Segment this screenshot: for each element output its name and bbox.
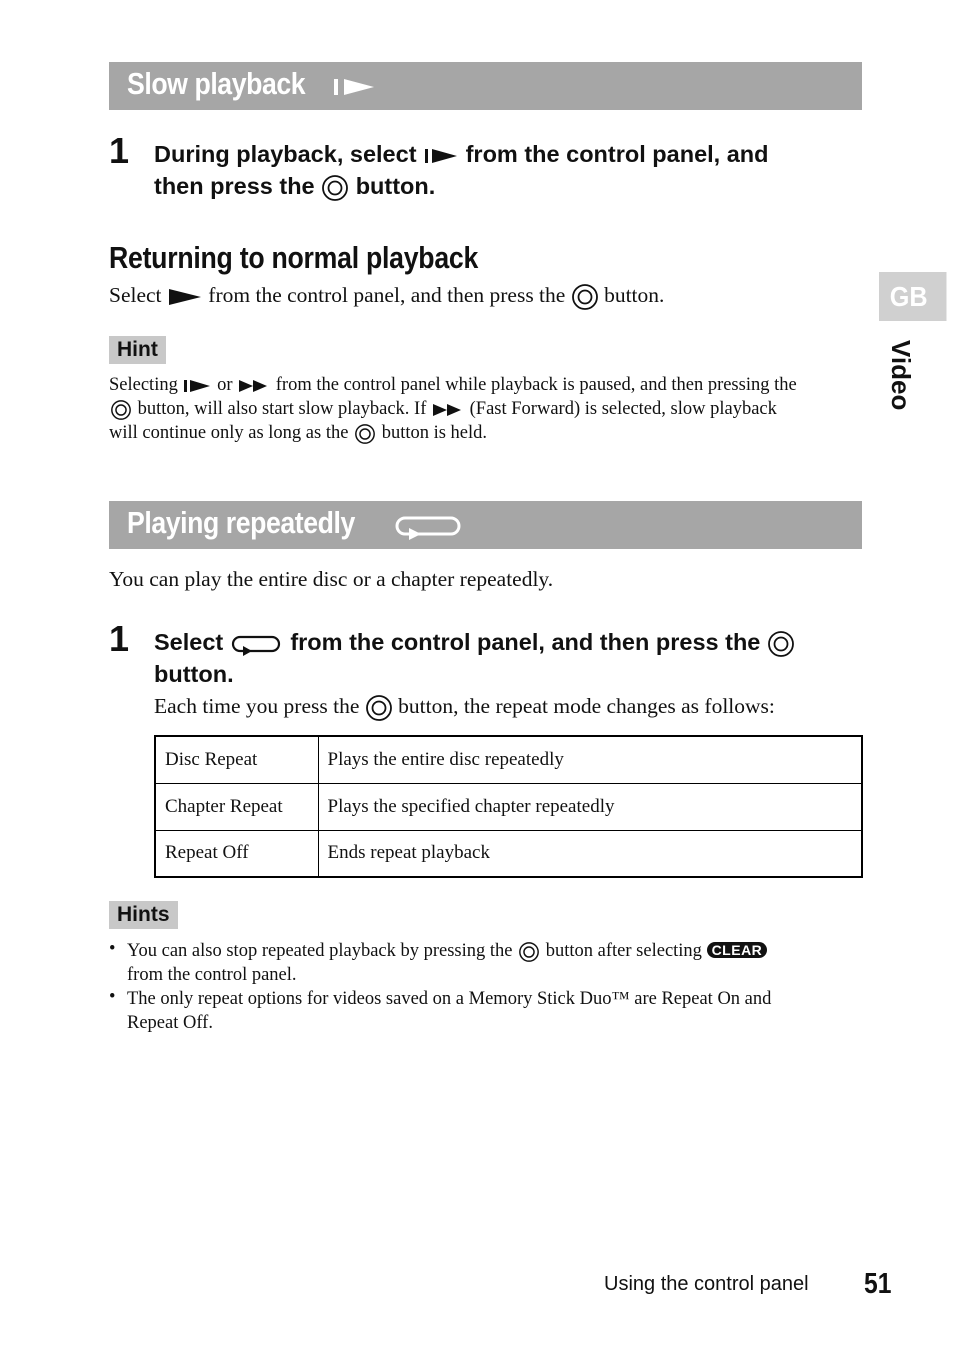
returning-text: Select from the control panel, and then press the button. [109, 282, 664, 311]
enter-button-icon [109, 399, 133, 421]
slow-step-text-line2: then press the button. [154, 170, 435, 202]
hints-bullet-1-line1: You can also stop repeated playback by pressing the button after selecting CLEAR [127, 939, 767, 963]
enter-button-icon [321, 174, 349, 202]
table-cell-desc: Ends repeat playback [318, 830, 862, 877]
table-row [155, 736, 862, 783]
table-cell-desc: Plays the specified chapter repeatedly [318, 783, 862, 830]
repeat-icon [391, 512, 465, 540]
slow-step-number: 1 [109, 130, 130, 171]
repeat-step-text-line1: Select from the control panel, and then press the [154, 626, 795, 658]
repeat-intro: You can play the entire disc or a chapter repeatedly. [109, 567, 554, 591]
section-side-label: Video [886, 340, 916, 411]
hints-bullet-1-line2: from the control panel. [127, 965, 297, 985]
repeat-each-time-text: Each time you press the button, the repeat mode changes as follows: [154, 693, 775, 722]
repeat-modes-table [154, 735, 863, 878]
enter-button-icon [365, 694, 393, 722]
slow-playback-header-bar [109, 62, 862, 110]
hints-label: Hints [109, 901, 178, 929]
language-tab: GB [879, 272, 947, 321]
table-cell-mode: Chapter Repeat [155, 783, 318, 830]
enter-button-icon [517, 941, 541, 963]
enter-button-icon [571, 283, 599, 311]
play-icon [167, 286, 203, 308]
repeat-step-text-line2: button. [154, 661, 234, 687]
page-number: 51 [864, 1268, 892, 1300]
hint-line-2: button, will also start slow playback. If (Fast Forward) is selected, slow playback [109, 397, 777, 421]
hint-label: Hint [109, 336, 166, 364]
footer-section-name: Using the control panel [604, 1273, 809, 1295]
returning-heading: Returning to normal playback [109, 240, 479, 275]
repeat-icon [230, 632, 284, 656]
fast-forward-icon [237, 377, 271, 395]
table-row [155, 783, 862, 830]
table-cell-desc: Plays the entire disc repeatedly [318, 736, 862, 783]
slow-play-icon [423, 145, 459, 167]
hints-bullet-2-line1: The only repeat options for videos saved on a Memory Stick Duo™ are Repeat On and [127, 989, 772, 1009]
repeat-step-number: 1 [109, 618, 130, 659]
playing-repeatedly-header-bar [109, 501, 862, 549]
hint-line-1: Selecting or from the control panel while playback is paused, and then pressing the [109, 375, 797, 395]
slow-play-icon [334, 76, 376, 98]
slow-play-icon [182, 377, 212, 395]
table-row [155, 830, 862, 877]
fast-forward-icon [431, 401, 465, 419]
clear-badge-icon: CLEAR [707, 942, 768, 958]
hint-line-3: will continue only as long as the button is held. [109, 423, 488, 443]
slow-playback-title: Slow playback [127, 66, 306, 101]
bullet-dot: • [109, 987, 116, 1007]
table-cell-mode: Disc Repeat [155, 736, 318, 783]
hints-bullet-2-line2: Repeat Off. [127, 1013, 213, 1033]
table-cell-mode: Repeat Off [155, 830, 318, 877]
enter-button-icon [767, 630, 795, 658]
slow-step-text-line1: During playback, select from the control panel, and [154, 141, 769, 167]
bullet-dot: • [109, 939, 116, 959]
enter-button-icon [353, 423, 377, 445]
playing-repeatedly-title: Playing repeatedly [127, 505, 355, 540]
